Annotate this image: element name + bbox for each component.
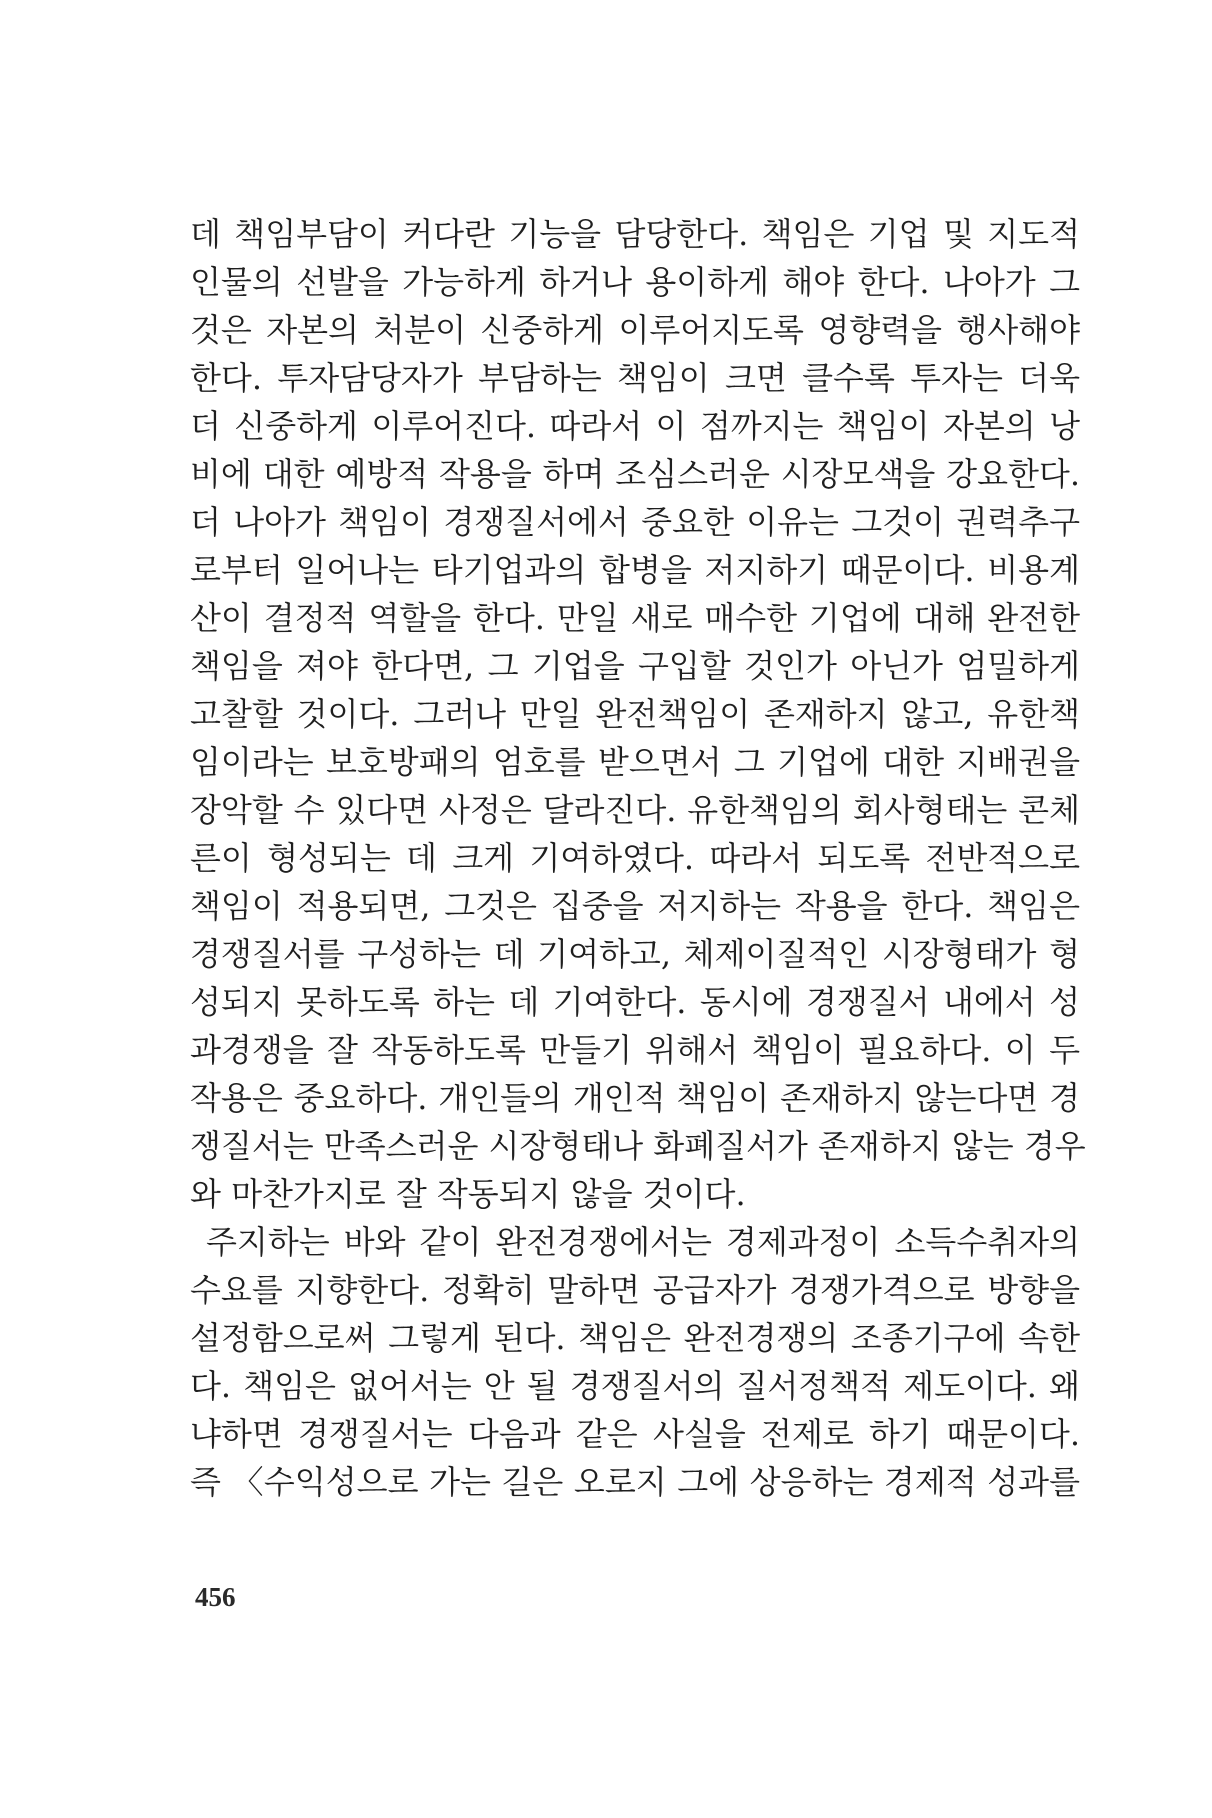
text-line: 로부터 일어나는 타기업과의 합병을 저지하기 때문이다. 비용계 [190, 551, 1080, 589]
text-line: 한다. 투자담당자가 부담하는 책임이 크면 클수록 투자는 더욱 [190, 359, 1080, 397]
text-line: 장악할 수 있다면 사정은 달라진다. 유한책임의 회사형태는 콘체 [190, 791, 1080, 829]
text-line: 른이 형성되는 데 크게 기여하였다. 따라서 되도록 전반적으로 [190, 839, 1080, 877]
text-line: 임이라는 보호방패의 엄호를 받으면서 그 기업에 대한 지배권을 [190, 743, 1080, 781]
text-line: 수요를 지향한다. 정확히 말하면 공급자가 경쟁가격으로 방향을 [190, 1271, 1080, 1309]
text-line: 더 나아가 책임이 경쟁질서에서 중요한 이유는 그것이 권력추구 [190, 503, 1080, 541]
text-line: 성되지 못하도록 하는 데 기여한다. 동시에 경쟁질서 내에서 성 [190, 983, 1080, 1021]
text-line: 책임이 적용되면, 그것은 집중을 저지하는 작용을 한다. 책임은 [190, 887, 1080, 925]
text-line: 고찰할 것이다. 그러나 만일 완전책임이 존재하지 않고, 유한책 [190, 695, 1080, 733]
text-line: 냐하면 경쟁질서는 다음과 같은 사실을 전제로 하기 때문이다. [190, 1415, 1080, 1453]
text-line: 쟁질서는 만족스러운 시장형태나 화폐질서가 존재하지 않는 경우 [190, 1127, 1086, 1165]
text-line: 경쟁질서를 구성하는 데 기여하고, 체제이질적인 시장형태가 형 [190, 935, 1080, 973]
text-line: 작용은 중요하다. 개인들의 개인적 책임이 존재하지 않는다면 경 [190, 1079, 1080, 1117]
page-number: 456 [195, 1582, 236, 1612]
text-line: 설정함으로써 그렇게 된다. 책임은 완전경쟁의 조종기구에 속한 [190, 1319, 1080, 1357]
text-line: 산이 결정적 역할을 한다. 만일 새로 매수한 기업에 대해 완전한 [190, 599, 1080, 637]
text-line: 과경쟁을 잘 작동하도록 만들기 위해서 책임이 필요하다. 이 두 [190, 1031, 1080, 1069]
body-text [190, 210, 1086, 1506]
text-line: 다. 책임은 없어서는 안 될 경쟁질서의 질서정책적 제도이다. 왜 [190, 1367, 1080, 1405]
text-line: 인물의 선발을 가능하게 하거나 용이하게 해야 한다. 나아가 그 [190, 263, 1080, 301]
text-line: 즉 〈수익성으로 가는 길은 오로지 그에 상응하는 경제적 성과를 [190, 1463, 1080, 1501]
text-line: 더 신중하게 이루어진다. 따라서 이 점까지는 책임이 자본의 낭 [190, 407, 1080, 445]
text-line: 주지하는 바와 같이 완전경쟁에서는 경제과정이 소득수취자의 [206, 1223, 1080, 1261]
text-line: 비에 대한 예방적 작용을 하며 조심스러운 시장모색을 강요한다. [190, 455, 1080, 493]
text-line: 와 마찬가지로 잘 작동되지 않을 것이다. [190, 1175, 746, 1213]
text-line: 것은 자본의 처분이 신중하게 이루어지도록 영향력을 행사해야 [190, 311, 1080, 349]
text-line: 데 책임부담이 커다란 기능을 담당한다. 책임은 기업 및 지도적 [190, 215, 1080, 253]
text-line: 책임을 져야 한다면, 그 기업을 구입할 것인가 아닌가 엄밀하게 [190, 647, 1080, 685]
